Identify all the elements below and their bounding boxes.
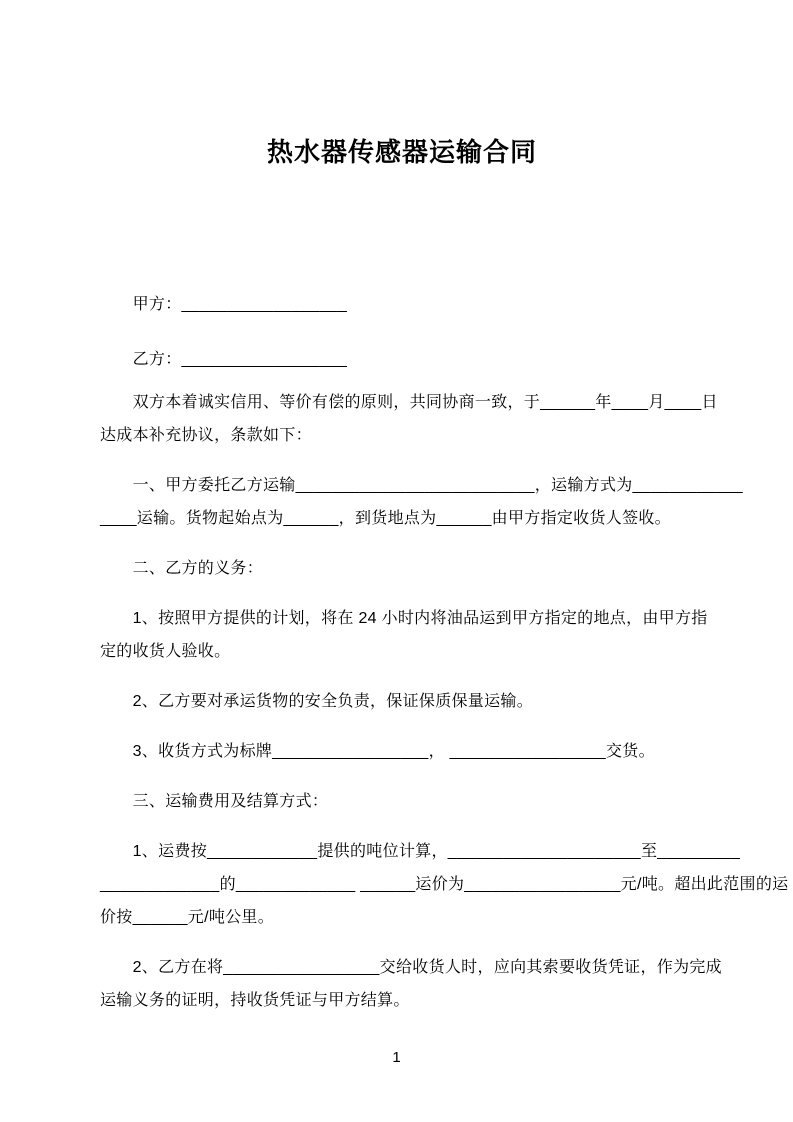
text-line: 2、乙方在将_________________交给收货人时，应向其索要收货凭证，作为完成	[100, 959, 722, 976]
clause-2-item-2	[100, 685, 704, 718]
document-body	[100, 0, 789, 1017]
party-a-line	[100, 288, 704, 321]
clause-3-item-1	[100, 835, 789, 934]
party-b-line	[100, 343, 704, 376]
text-line: 2、乙方要对承运货物的安全负责，保证保质保量运输。	[100, 693, 533, 710]
text-line: 3、收货方式为标牌_________________， _________________交货。	[100, 743, 655, 760]
clause-3-heading	[100, 785, 704, 818]
text-line: 甲方：__________________	[100, 296, 348, 313]
text-line: ____运输。货物起始点为______，到货地点为______由甲方指定收货人签收。	[100, 510, 671, 527]
text-line: 乙方：__________________	[100, 351, 348, 368]
clause-2-heading	[100, 552, 704, 585]
text-line: 1、运费按____________提供的吨位计算，_____________________至_________	[100, 843, 741, 860]
clause-3-item-2	[100, 951, 722, 1017]
text-line: 运输义务的证明，持收货凭证与甲方结算。	[100, 992, 410, 1009]
document-title: 热水器传感器运输合同	[266, 137, 537, 167]
clause-2-item-1	[100, 602, 708, 668]
page-number: 1	[392, 1049, 401, 1066]
text-line: 一、甲方委托乙方运输__________________________，运输方式为____________	[100, 477, 743, 494]
text-line: 三、运输费用及结算方式：	[100, 793, 329, 810]
clause-2-item-3	[100, 735, 704, 768]
text-line: 达成本补充协议，条款如下：	[100, 427, 312, 444]
preamble-paragraph	[100, 386, 718, 452]
text-line: 1、按照甲方提供的计划，将在 24 小时内将油品运到甲方指定的地点，由甲方指	[100, 610, 708, 627]
text-line: 双方本着诚实信用、等价有偿的原则，共同协商一致，于______年____月____日	[100, 394, 718, 411]
text-line: 价按______元/吨公里。	[100, 909, 275, 926]
clause-1-paragraph	[100, 469, 743, 535]
text-line: 二、乙方的义务：	[100, 560, 264, 577]
text-line: 定的收货人验收。	[100, 643, 231, 660]
text-line: _____________的_____________ ______运价为_________________元/吨。超出此范围的运	[100, 876, 789, 893]
